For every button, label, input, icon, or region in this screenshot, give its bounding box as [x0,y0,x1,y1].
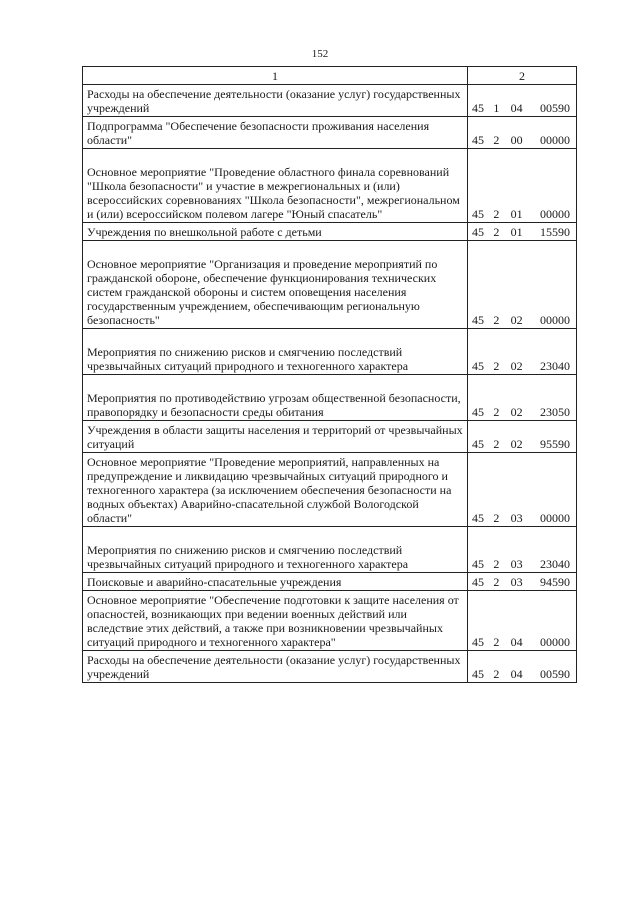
classification-code [472,575,570,589]
table-row [83,421,577,453]
table-row [83,591,577,651]
row-code-cell [468,453,577,527]
code-direction: 23040 [539,557,570,571]
code-direction: 95590 [539,437,570,451]
code-direction: 94590 [539,575,570,589]
table-row [83,241,577,329]
code-activity: 01 [510,207,523,221]
code-program: 45 [472,511,484,525]
classification-code [472,101,570,115]
row-description-text: Мероприятия по противодействию угрозам общественной безопасности, правопорядку и безопасности среды обитания [87,391,461,419]
row-description-cell [83,527,468,573]
row-description-cell [83,573,468,591]
classification-code [472,437,570,451]
classification-code [472,667,570,681]
row-code-cell [468,117,577,149]
code-activity: 03 [510,511,523,525]
code-activity: 03 [510,557,523,571]
code-subprogram: 2 [493,225,500,239]
code-program: 45 [472,667,484,681]
code-program: 45 [472,575,484,589]
code-program: 45 [472,207,484,221]
code-subprogram: 2 [493,313,500,327]
row-description-cell [83,591,468,651]
classification-code [472,511,570,525]
code-program: 45 [472,635,484,649]
row-spacer [87,151,463,165]
row-code-cell [468,421,577,453]
classification-code [472,133,570,147]
code-subprogram: 2 [493,207,500,221]
code-activity: 02 [510,405,523,419]
code-subprogram: 1 [493,101,500,115]
row-description-text: Учреждения по внешкольной работе с детьми [87,225,322,239]
code-activity: 02 [510,359,523,373]
row-description-cell [83,85,468,117]
row-description-cell [83,241,468,329]
row-description-text: Мероприятия по снижению рисков и смягчению последствий чрезвычайных ситуаций природного и техногенного характера [87,543,409,571]
row-description-text: Основное мероприятие "Организация и проведение мероприятий по гражданской обороне, обеспечение функционирования технических систем гражданской обороны и систем оповещения населения государственным учреждением, обеспечивающим региональную безопасность" [87,257,438,327]
row-code-cell [468,527,577,573]
table-row [83,117,577,149]
code-subprogram: 2 [493,557,500,571]
row-description-cell [83,149,468,223]
code-program: 45 [472,557,484,571]
table-row [83,573,577,591]
table-row [83,527,577,573]
table-row [83,375,577,421]
code-activity: 03 [510,575,523,589]
classification-code [472,635,570,649]
row-code-cell [468,573,577,591]
row-code-cell [468,651,577,683]
code-program: 45 [472,359,484,373]
code-direction: 00590 [539,101,570,115]
row-code-cell [468,329,577,375]
table-row [83,329,577,375]
row-spacer [87,331,463,345]
code-program: 45 [472,313,484,327]
row-code-cell [468,375,577,421]
row-description-text: Мероприятия по снижению рисков и смягчению последствий чрезвычайных ситуаций природного и техногенного характера [87,345,409,373]
code-program: 45 [472,437,484,451]
code-activity: 04 [510,101,523,115]
code-activity: 00 [510,133,523,147]
code-program: 45 [472,225,484,239]
code-subprogram: 2 [493,667,500,681]
row-description-cell [83,453,468,527]
row-description-text: Основное мероприятие "Обеспечение подготовки к защите населения от опасностей, возникающих при ведении военных действий или вследствие этих действий, а также при возникновении чрезвычайных ситуаций природного и техногенного характера" [87,593,459,649]
column-header-description: 1 [83,67,468,85]
row-spacer [87,377,463,391]
row-code-cell [468,223,577,241]
row-code-cell [468,591,577,651]
table-row [83,223,577,241]
code-activity: 02 [510,437,523,451]
code-activity: 01 [510,225,523,239]
code-direction: 00000 [539,313,570,327]
code-subprogram: 2 [493,359,500,373]
code-activity: 04 [510,635,523,649]
row-description-cell [83,421,468,453]
column-header-code: 2 [468,67,577,85]
code-program: 45 [472,405,484,419]
code-program: 45 [472,133,484,147]
code-direction: 23050 [539,405,570,419]
classification-code [472,225,570,239]
classification-code [472,359,570,373]
classification-code [472,557,570,571]
row-code-cell [468,85,577,117]
row-description-text: Расходы на обеспечение деятельности (оказание услуг) государственных учреждений [87,653,461,681]
table-body [83,85,577,683]
row-description-text: Основное мероприятие "Проведение мероприятий, направленных на предупреждение и ликвидацию чрезвычайных ситуаций природного и техногенного характера (за исключением обеспечения безопасности на водных объектах) Аварийно-спасательной службой Вологодской области" [87,455,452,525]
classification-code [472,207,570,221]
classification-code [472,313,570,327]
row-description-cell [83,223,468,241]
code-direction: 00590 [539,667,570,681]
row-description-text: Подпрограмма "Обеспечение безопасности проживания населения области" [87,119,430,147]
table-row [83,85,577,117]
row-description-cell [83,375,468,421]
classification-code [472,405,570,419]
row-description-text: Учреждения в области защиты населения и территорий от чрезвычайных ситуаций [87,423,463,451]
code-subprogram: 2 [493,635,500,649]
code-direction: 00000 [539,635,570,649]
code-program: 45 [472,101,484,115]
budget-classification-table [82,66,577,683]
row-description-text: Расходы на обеспечение деятельности (оказание услуг) государственных учреждений [87,87,461,115]
code-direction: 00000 [539,207,570,221]
code-subprogram: 2 [493,575,500,589]
row-description-text: Поисковые и аварийно-спасательные учреждения [87,575,342,589]
table-row [83,651,577,683]
row-description-text: Основное мероприятие "Проведение областного финала соревнований "Школа безопасности" и участие в межрегиональных и (или) всероссийских соревнованиях "Школа безопасности", межрегиональном и (или) всероссийском полевом лагере "Юный спасатель" [87,165,460,221]
row-code-cell [468,149,577,223]
code-subprogram: 2 [493,437,500,451]
page-number: 152 [311,48,329,60]
table-header-row [83,67,577,85]
row-description-cell [83,329,468,375]
table-row [83,149,577,223]
row-spacer [87,529,463,543]
table-row [83,453,577,527]
row-spacer [87,243,463,257]
code-activity: 04 [510,667,523,681]
row-description-cell [83,651,468,683]
row-code-cell [468,241,577,329]
row-description-cell [83,117,468,149]
code-activity: 02 [510,313,523,327]
code-subprogram: 2 [493,405,500,419]
code-direction: 00000 [539,511,570,525]
code-direction: 15590 [539,225,570,239]
code-direction: 00000 [539,133,570,147]
code-subprogram: 2 [493,133,500,147]
code-subprogram: 2 [493,511,500,525]
code-direction: 23040 [539,359,570,373]
